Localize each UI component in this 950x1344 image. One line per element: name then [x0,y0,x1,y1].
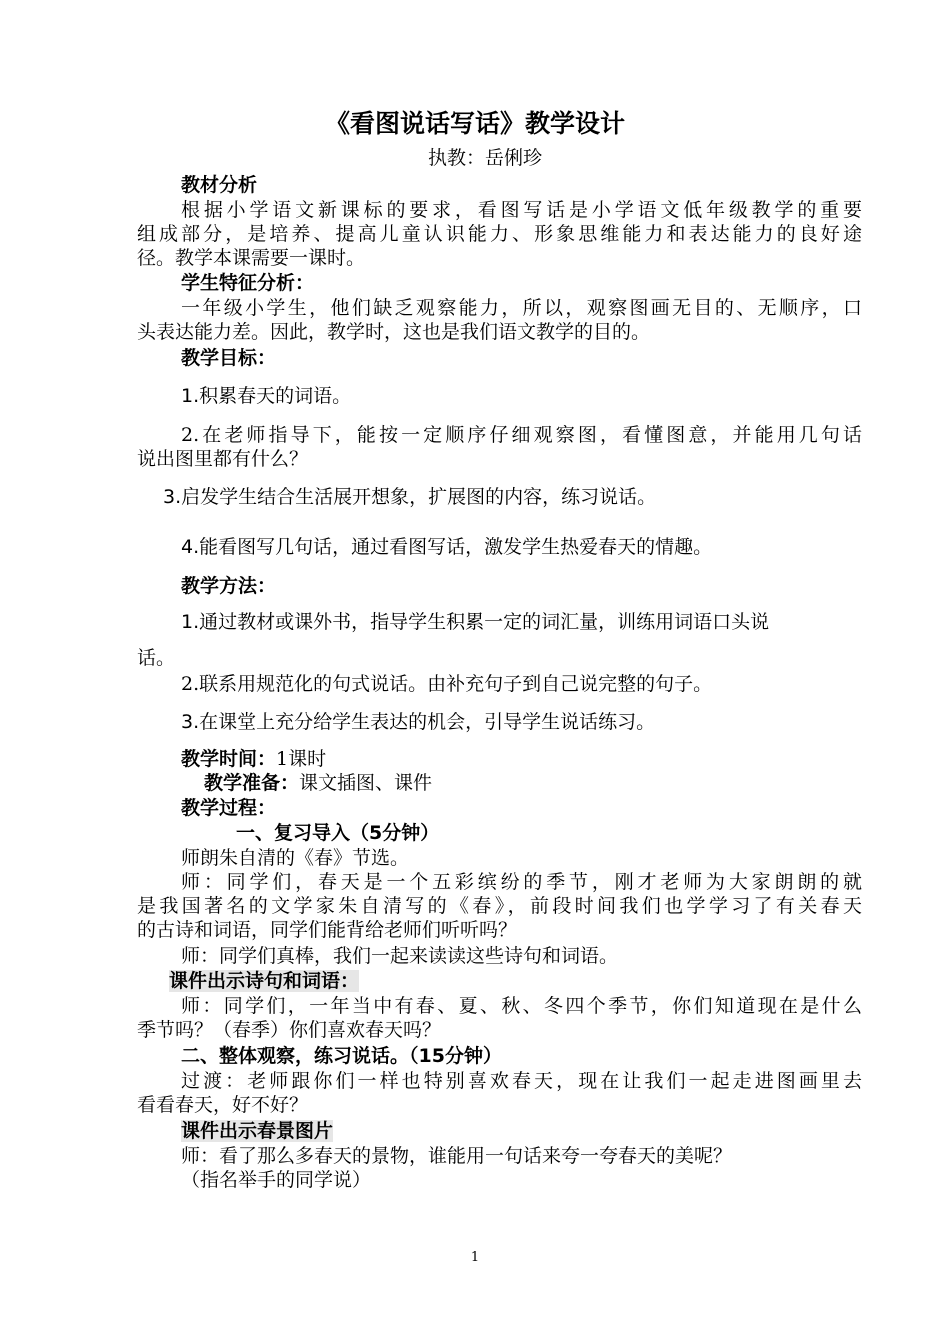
paragraph-line: 师：看了那么多春天的景物，谁能用一句话来夸一夸春天的美呢？ [181,1145,733,1167]
courseware-poems-label: 课件出示诗句和词语： [169,970,360,992]
section-heading-observation: 二、整体观察，练习说话。（15分钟） [181,1045,502,1067]
method-item-2: 2.联系用规范化的句式说话。由补充句子到自己说完整的句子。 [181,673,713,695]
heading-material-analysis: 教材分析 [181,174,258,196]
document-title: 《看图说话写话》教学设计 [324,109,625,138]
document-author: 执教：岳俐珍 [427,147,542,169]
paragraph-line: 师：同学们真棒，我们一起来读读这些诗句和词语。 [181,945,619,967]
paragraph-line: （指名举手的同学说） [181,1169,372,1191]
heading-teaching-goals: 教学目标： [181,347,277,369]
paragraph-line: 一年级小学生，他们缺乏观察能力，所以，观察图画无目的、无顺序，口 [181,297,862,319]
teaching-preparation: 教学准备：课文插图、课件 [204,772,433,794]
paragraph-line: 师：同学们，一年当中有春、夏、秋、冬四个季节，你们知道现在是什么 [181,995,862,1017]
paragraph-line: 说出图里都有什么？ [137,448,309,470]
paragraph-line: 师朗朱自清的《春》节选。 [181,847,410,869]
paragraph-line: 是我国著名的文学家朱自清写的《春》，前段时间我们也学学习了有关春天 [137,895,862,917]
paragraph-line: 根据小学语文新课标的要求，看图写话是小学语文低年级教学的重要 [181,199,862,221]
paragraph-line: 过渡：老师跟你们一样也特别喜欢春天，现在让我们一起走进图画里去 [181,1070,862,1092]
section-heading-review: 一、复习导入（5分钟） [236,822,440,844]
goal-item-1: 1.积累春天的词语。 [181,385,352,407]
method-item-3: 3.在课堂上充分给学生表达的机会，引导学生说话练习。 [181,711,656,733]
page-number: 1 [470,1250,480,1265]
goal-item-4: 4.能看图写几句话，通过看图写话，激发学生热爱春天的情趣。 [181,536,713,558]
goal-item-3: 3.启发学生结合生活展开想象，扩展图的内容，练习说话。 [163,486,657,508]
method-item-1: 1.通过教材或课外书，指导学生积累一定的词汇量，训练用词语口头说 [181,611,770,633]
heading-teaching-methods: 教学方法： [181,575,277,597]
paragraph-line: 组成部分，是培养、提高儿童认识能力、形象思维能力和表达能力的良好途 [137,223,862,245]
paragraph-line: 话。 [137,647,176,669]
heading-student-analysis: 学生特征分析： [181,272,315,294]
courseware-picture-label: 课件出示春景图片 [181,1120,334,1142]
paragraph-line: 看看春天，好不好？ [137,1094,309,1116]
paragraph-line: 季节吗？（春季）你们喜欢春天吗？ [137,1019,442,1041]
paragraph-line: 径。教学本课需要一课时。 [137,247,366,269]
paragraph-line: 师：同学们，春天是一个五彩缤纷的季节，刚才老师为大家朗朗的就 [181,871,862,893]
teaching-time: 教学时间：1课时 [181,748,327,770]
heading-teaching-process: 教学过程： [181,797,277,819]
paragraph-line: 的古诗和词语，同学们能背给老师们听听吗？ [137,919,518,941]
paragraph-line: 头表达能力差。因此，教学时，这也是我们语文教学的目的。 [137,321,651,343]
goal-item-2: 2.在老师指导下，能按一定顺序仔细观察图，看懂图意，并能用几句话 [181,424,862,446]
